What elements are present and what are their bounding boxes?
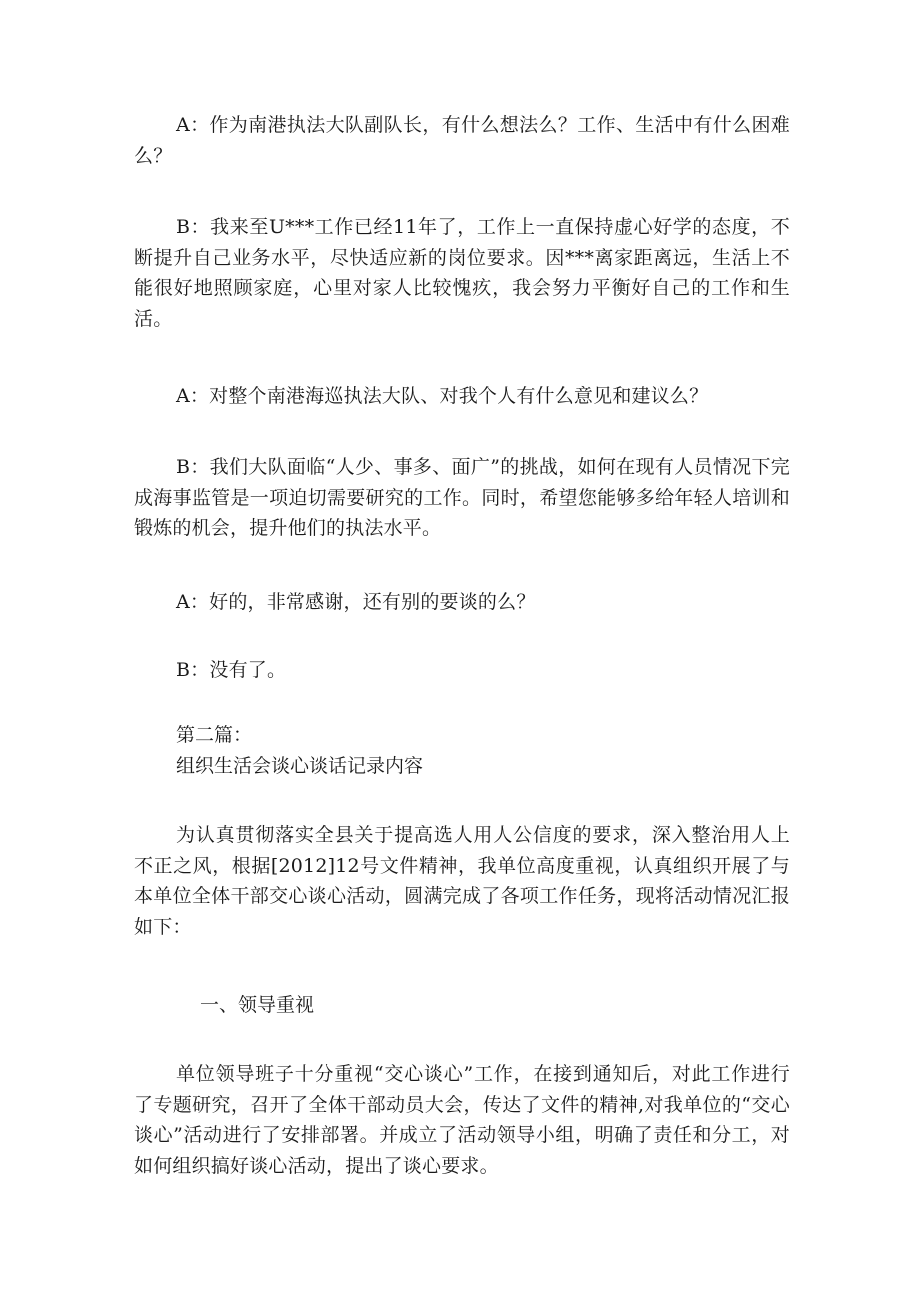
- section-one-title: 一、领导重视: [200, 994, 315, 1016]
- dialogue-question-2: [134, 381, 790, 412]
- intro-paragraph: [134, 820, 790, 942]
- paragraph: 为认真贯彻落实全县关于提高选人用人公信度的要求，深入整治用人上不正之风，根据[2012]12号文件精神，我单位高度重视，认真组织开展了与本单位全体干部交心谈心活动，圆满完成了各项工作任务，现将活动情况汇报如下：: [134, 824, 790, 938]
- dialogue-answer-3: [134, 655, 790, 686]
- dialogue-answer-2: [134, 452, 790, 544]
- paragraph: B：没有了。: [176, 659, 287, 681]
- part-label: 第二篇：: [176, 724, 253, 746]
- paragraph: 单位领导班子十分重视“交心谈心”工作，在接到通知后，对此工作进行了专题研究，召开了全体干部动员大会，传达了文件的精神,对我单位的“交心谈心”活动进行了安排部署。并成立了活动领导小组，明确了责任和分工，对如何组织搞好谈心活动，提出了谈心要求。: [134, 1063, 790, 1177]
- paragraph: A：好的，非常感谢，还有别的要谈的么？: [176, 591, 536, 613]
- dialogue-question-3: [134, 587, 790, 618]
- paragraph: A：作为南港执法大队副队长，有什么想法么？工作、生活中有什么困难么？: [134, 114, 790, 167]
- dialogue-answer-1: [134, 212, 790, 334]
- paragraph: B：我们大队面临“人少、事多、面广”的挑战，如何在现有人员情况下完成海事监管是一项迫切需要研究的工作。同时，希望您能够多给年轻人培训和锻炼的机会，提升他们的执法水平。: [134, 456, 790, 539]
- part-title: 组织生活会谈心谈话记录内容: [176, 754, 424, 777]
- section-one-body: [134, 1059, 790, 1181]
- paragraph: A：对整个南港海巡执法大队、对我个人有什么意见和建议么？: [176, 385, 709, 407]
- section-heading: [134, 990, 790, 1021]
- part-heading: [134, 720, 790, 781]
- paragraph: B：我来至U***工作已经11年了，工作上一直保持虚心好学的态度，不断提升自己业务水平，尽快适应新的岗位要求。因***离家距离远，生活上不能很好地照顾家庭，心里对家人比较愧疚，我会努力平衡好自己的工作和生活。: [134, 216, 790, 330]
- dialogue-question-1: [134, 110, 790, 171]
